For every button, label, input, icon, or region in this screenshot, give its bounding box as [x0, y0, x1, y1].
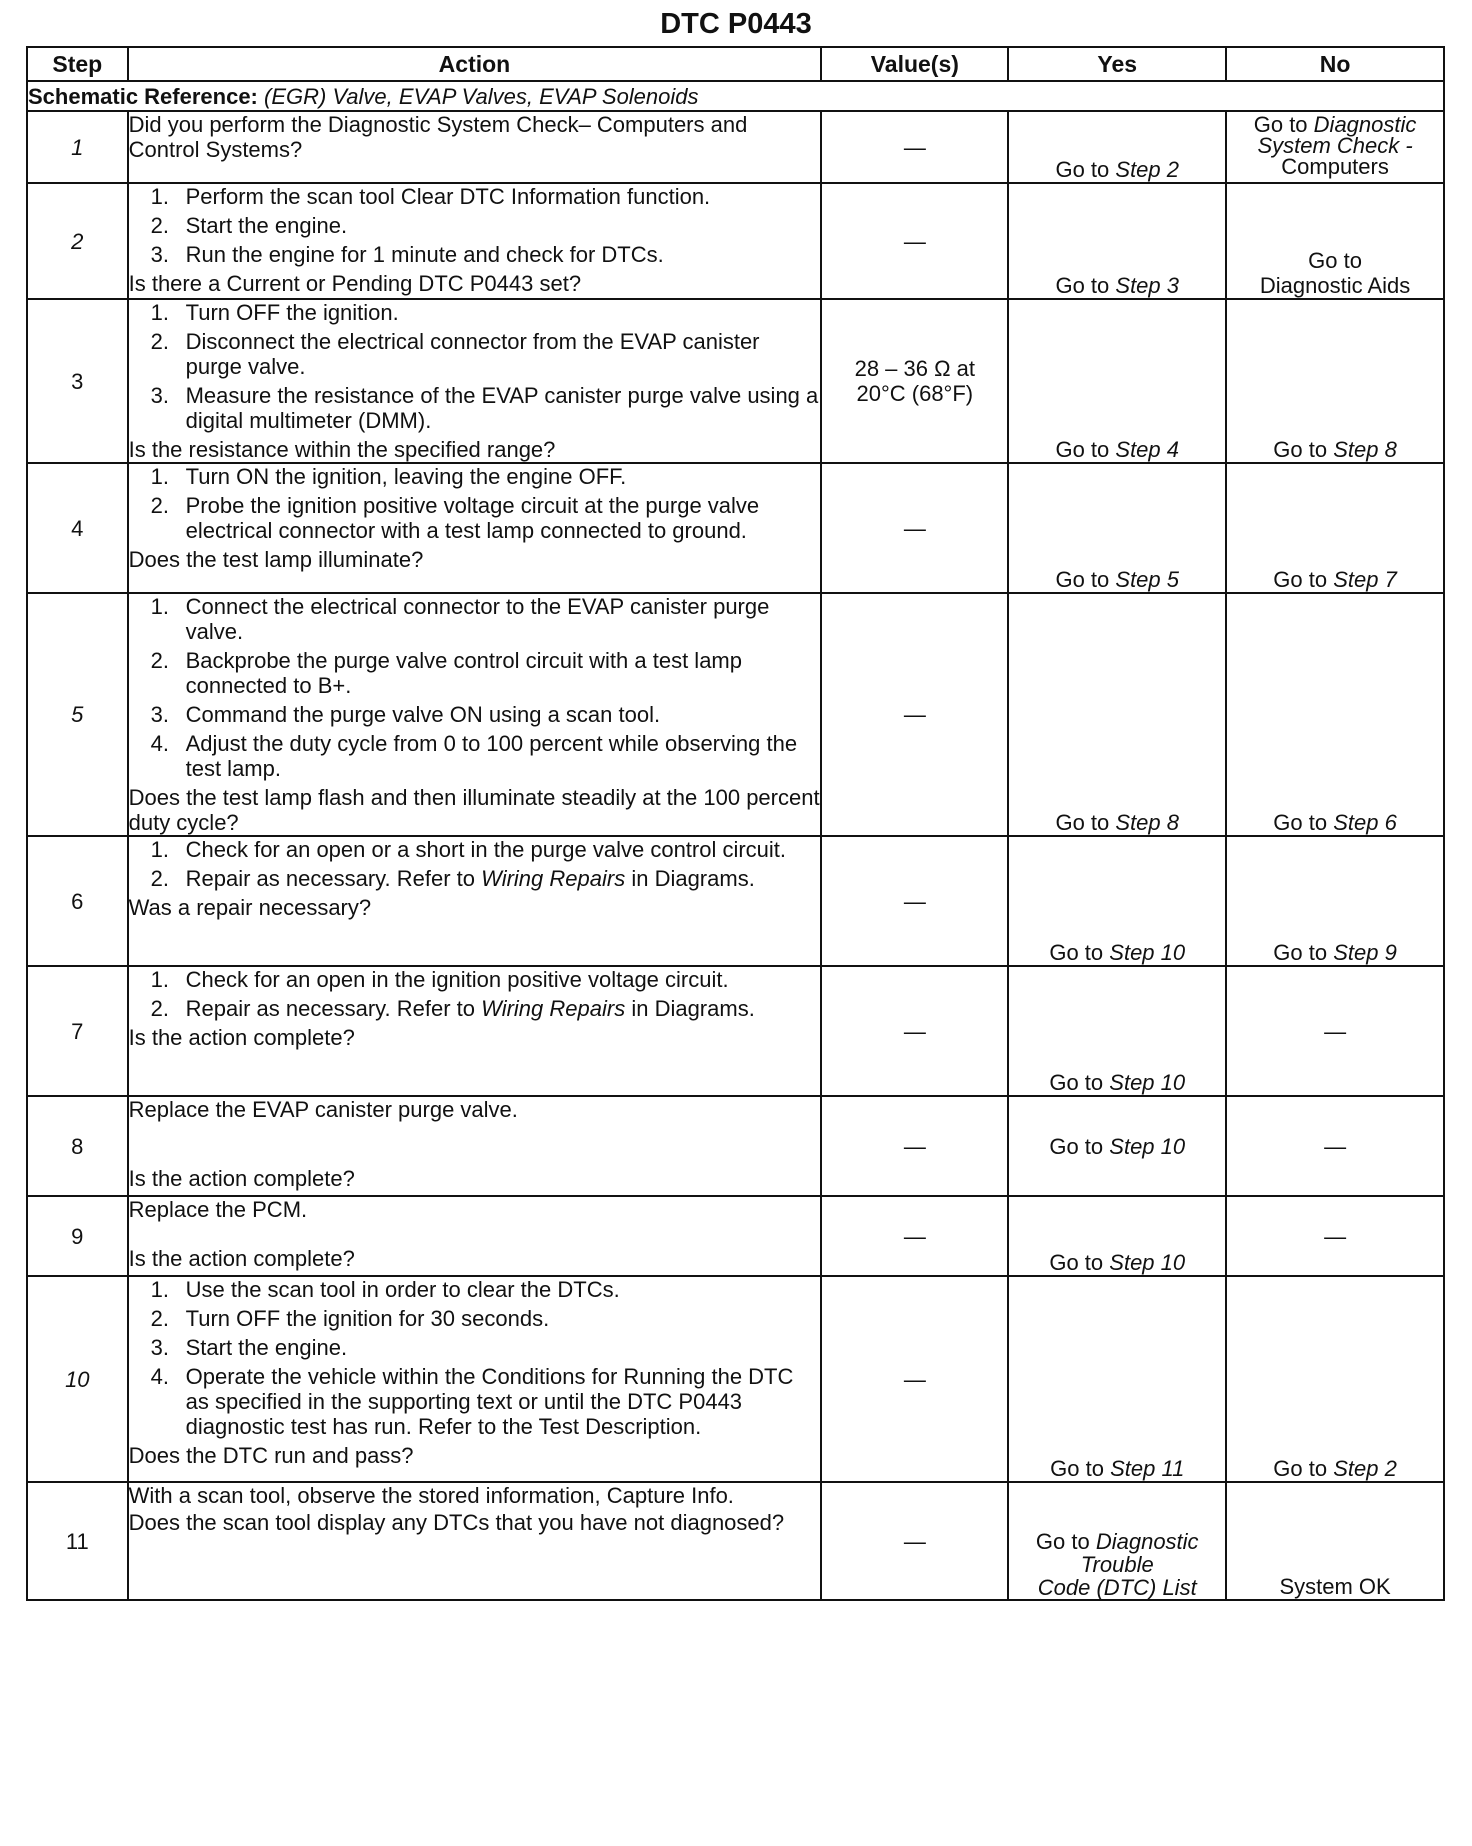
goto-label: Go to [1273, 567, 1328, 592]
action-question: Does the scan tool display any DTCs that you have not diagnosed? [128, 1510, 785, 1535]
no-cell [1226, 966, 1444, 1096]
action-question: Is the action complete? [128, 1025, 355, 1050]
action-question: Does the test lamp illuminate? [128, 547, 424, 572]
step-number: 2 [27, 183, 128, 299]
dash: — [903, 702, 926, 727]
goto-step-link: Step 10 [1109, 940, 1186, 965]
action-cell [128, 463, 822, 593]
goto-label: Go to [1273, 437, 1328, 462]
goto-label: Go to [1049, 940, 1104, 965]
goto-label: Go to [1273, 810, 1328, 835]
no-link-syscheck: System Check - [1257, 133, 1413, 158]
goto-label: Go to [1049, 1070, 1104, 1095]
no-link-computers: Computers [1281, 154, 1389, 179]
action-question: Does the DTC run and pass? [128, 1443, 414, 1468]
goto-label: Go to [1049, 1250, 1104, 1275]
value-cell [821, 111, 1008, 183]
goto-step-link: Step 6 [1333, 810, 1397, 835]
table-row [27, 111, 1444, 183]
action-question: Did you perform the Diagnostic System Check– Computers and Control Systems? [128, 112, 748, 162]
goto-step-link: Step 3 [1115, 273, 1179, 298]
goto-step-link: Step 7 [1333, 567, 1397, 592]
goto-label: Go to [1308, 248, 1362, 273]
action-item: 4. Adjust the duty cycle from 0 to 100 percent while observing the test lamp. [150, 731, 798, 781]
no-cell [1226, 111, 1444, 183]
action-question: Does the test lamp flash and then illuminate steadily at the 100 percent duty cycle? [128, 785, 820, 835]
goto-step-link: Step 2 [1115, 157, 1179, 182]
goto-step-link: Step 10 [1109, 1133, 1186, 1159]
goto-step-link: Step 2 [1333, 1456, 1397, 1481]
value-range: 28 – 36 Ω at [854, 356, 976, 381]
step-number: 9 [27, 1196, 128, 1276]
schematic-label: Schematic Reference: [28, 83, 258, 109]
table-row [27, 463, 1444, 593]
schematic-reference [27, 81, 1444, 111]
yes-cell [1008, 1482, 1226, 1600]
dash: — [903, 888, 926, 914]
table-row [27, 1096, 1444, 1196]
wiring-repairs-link: Wiring Repairs [481, 866, 626, 891]
step-number: 1 [27, 111, 128, 183]
step-number: 3 [27, 299, 128, 463]
action-item: 1. Use the scan tool in order to clear the DTCs. [150, 1277, 620, 1302]
value-cell [821, 593, 1008, 836]
goto-step-link: Step 9 [1333, 940, 1397, 965]
action-cell [128, 1096, 822, 1196]
goto-step-link: Step 10 [1109, 1070, 1186, 1095]
action-question: Is the resistance within the specified range? [128, 437, 556, 462]
dash: — [903, 1366, 926, 1392]
yes-cell [1008, 1276, 1226, 1482]
goto-label: Go to [1273, 1456, 1328, 1481]
action-item: 4. Operate the vehicle within the Conditions for Running the DTC as specified in the supporting text or until the DTC P0443 diagnostic test has run. Refer to the Test Description. [150, 1364, 794, 1439]
goto-step-link: Step 10 [1109, 1250, 1186, 1275]
header-values: Value(s) [821, 47, 1008, 81]
yes-link-trouble: Trouble [1080, 1552, 1154, 1577]
goto-step-link: Step 4 [1115, 437, 1179, 462]
dash: — [903, 228, 926, 254]
value-cell [821, 1482, 1008, 1600]
schematic-row [27, 81, 1444, 111]
table-row [27, 1196, 1444, 1276]
step-number: 10 [27, 1276, 128, 1482]
table-row [27, 836, 1444, 966]
action-item: 2. Disconnect the electrical connector from the EVAP canister purge valve. [150, 329, 760, 379]
action-text: With a scan tool, observe the stored information, Capture Info. [128, 1483, 734, 1508]
dash: — [903, 134, 926, 160]
no-cell [1226, 593, 1444, 836]
schematic-value: (EGR) Valve, EVAP Valves, EVAP Solenoids [264, 83, 699, 109]
dash: — [1324, 1223, 1347, 1249]
step-number: 6 [27, 836, 128, 966]
no-link-diag-aids: Diagnostic Aids [1259, 273, 1411, 298]
value-cell [821, 299, 1008, 463]
yes-cell [1008, 593, 1226, 836]
yes-cell [1008, 463, 1226, 593]
value-cell [821, 1276, 1008, 1482]
action-cell [128, 1196, 822, 1276]
yes-cell [1008, 111, 1226, 183]
table-row [27, 966, 1444, 1096]
step-number: 8 [27, 1096, 128, 1196]
yes-cell [1008, 299, 1226, 463]
goto-label: Go to [1253, 112, 1308, 137]
goto-label: Go to [1055, 437, 1110, 462]
dtc-table [26, 46, 1445, 1601]
action-item: 3. Run the engine for 1 minute and check for DTCs. [150, 242, 664, 267]
action-item: 1. Perform the scan tool Clear DTC Information function. [150, 184, 711, 209]
value-cell [821, 836, 1008, 966]
yes-cell [1008, 1196, 1226, 1276]
goto-step-link: Step 8 [1115, 810, 1179, 835]
value-cell [821, 1196, 1008, 1276]
action-item: 3. Measure the resistance of the EVAP canister purge valve using a digital multimeter (DMM). [150, 383, 819, 433]
goto-label: Go to [1055, 273, 1110, 298]
no-cell [1226, 1096, 1444, 1196]
action-item: 2. Repair as necessary. Refer to Wiring Repairs in Diagrams. [150, 996, 755, 1021]
header-yes: Yes [1008, 47, 1226, 81]
header-row [27, 47, 1444, 81]
value-cell [821, 966, 1008, 1096]
no-cell [1226, 836, 1444, 966]
page-title: DTC P0443 [660, 8, 812, 40]
no-cell [1226, 1482, 1444, 1600]
action-item: 1. Turn OFF the ignition. [150, 300, 399, 325]
wiring-repairs-link: Wiring Repairs [481, 996, 626, 1021]
action-item: 1. Turn ON the ignition, leaving the engine OFF. [150, 464, 627, 489]
value-cell [821, 1096, 1008, 1196]
table-row [27, 1482, 1444, 1600]
no-cell [1226, 1276, 1444, 1482]
dash: — [1324, 1018, 1347, 1044]
action-item: 2. Turn OFF the ignition for 30 seconds. [150, 1306, 550, 1331]
no-link-diag: Diagnostic [1313, 112, 1417, 137]
action-cell [128, 966, 822, 1096]
yes-cell [1008, 836, 1226, 966]
action-question: Is the action complete? [128, 1246, 355, 1271]
goto-step-link: Step 11 [1110, 1456, 1185, 1481]
action-item: 1. Connect the electrical connector to the EVAP canister purge valve. [150, 594, 770, 644]
action-cell [128, 836, 822, 966]
no-cell [1226, 1196, 1444, 1276]
yes-cell [1008, 1096, 1226, 1196]
action-question: Is there a Current or Pending DTC P0443 set? [128, 271, 582, 296]
action-text: Replace the EVAP canister purge valve. [128, 1097, 518, 1122]
action-item: 3. Command the purge valve ON using a scan tool. [150, 702, 661, 727]
action-cell [128, 593, 822, 836]
goto-label: Go to [1035, 1529, 1090, 1554]
step-number: 7 [27, 966, 128, 1096]
action-item: 2. Probe the ignition positive voltage circuit at the purge valve electrical connector with a test lamp connected to ground. [150, 493, 760, 543]
action-item: 2. Start the engine. [150, 213, 348, 238]
goto-label: Go to [1273, 940, 1328, 965]
value-cell [821, 463, 1008, 593]
step-number: 4 [27, 463, 128, 593]
dash: — [903, 515, 926, 541]
goto-label: Go to [1055, 157, 1110, 182]
yes-link-diag: Diagnostic [1095, 1529, 1199, 1554]
table-row [27, 183, 1444, 299]
value-temp: 20°C (68°F) [856, 381, 974, 406]
action-item: 2. Repair as necessary. Refer to Wiring Repairs in Diagrams. [150, 866, 755, 891]
no-cell [1226, 299, 1444, 463]
goto-step-link: Step 8 [1333, 437, 1397, 462]
header-step: Step [27, 47, 128, 81]
dash: — [903, 1018, 926, 1044]
action-item: 3. Start the engine. [150, 1335, 348, 1360]
action-cell [128, 111, 822, 183]
yes-cell [1008, 183, 1226, 299]
step-number: 5 [27, 593, 128, 836]
dash: — [1324, 1133, 1347, 1159]
yes-link-dtc-list: Code (DTC) List [1037, 1575, 1197, 1600]
goto-step-link: Step 5 [1115, 567, 1179, 592]
table-row [27, 1276, 1444, 1482]
goto-label: Go to [1050, 1456, 1104, 1481]
dash: — [903, 1528, 926, 1554]
action-question: Is the action complete? [128, 1166, 355, 1191]
goto-label: Go to [1055, 810, 1110, 835]
header-action: Action [128, 47, 822, 81]
dash: — [903, 1133, 926, 1159]
action-cell [128, 299, 822, 463]
action-cell [128, 183, 822, 299]
value-cell [821, 183, 1008, 299]
dash: — [903, 1223, 926, 1249]
yes-cell [1008, 966, 1226, 1096]
goto-label: Go to [1055, 567, 1110, 592]
system-ok-text: System OK [1279, 1574, 1391, 1599]
action-item: 2. Backprobe the purge valve control circuit with a test lamp connected to B+. [150, 648, 742, 698]
no-cell [1226, 183, 1444, 299]
no-cell [1226, 463, 1444, 593]
action-cell [128, 1482, 822, 1600]
action-text: Replace the PCM. [128, 1197, 308, 1222]
action-question: Was a repair necessary? [128, 895, 372, 920]
action-cell [128, 1276, 822, 1482]
table-row [27, 593, 1444, 836]
step-number: 11 [27, 1482, 128, 1600]
action-item: 1. Check for an open or a short in the purge valve control circuit. [150, 837, 787, 862]
goto-label: Go to [1049, 1133, 1104, 1159]
header-no: No [1226, 47, 1444, 81]
table-row [27, 299, 1444, 463]
action-item: 1. Check for an open in the ignition positive voltage circuit. [150, 967, 729, 992]
